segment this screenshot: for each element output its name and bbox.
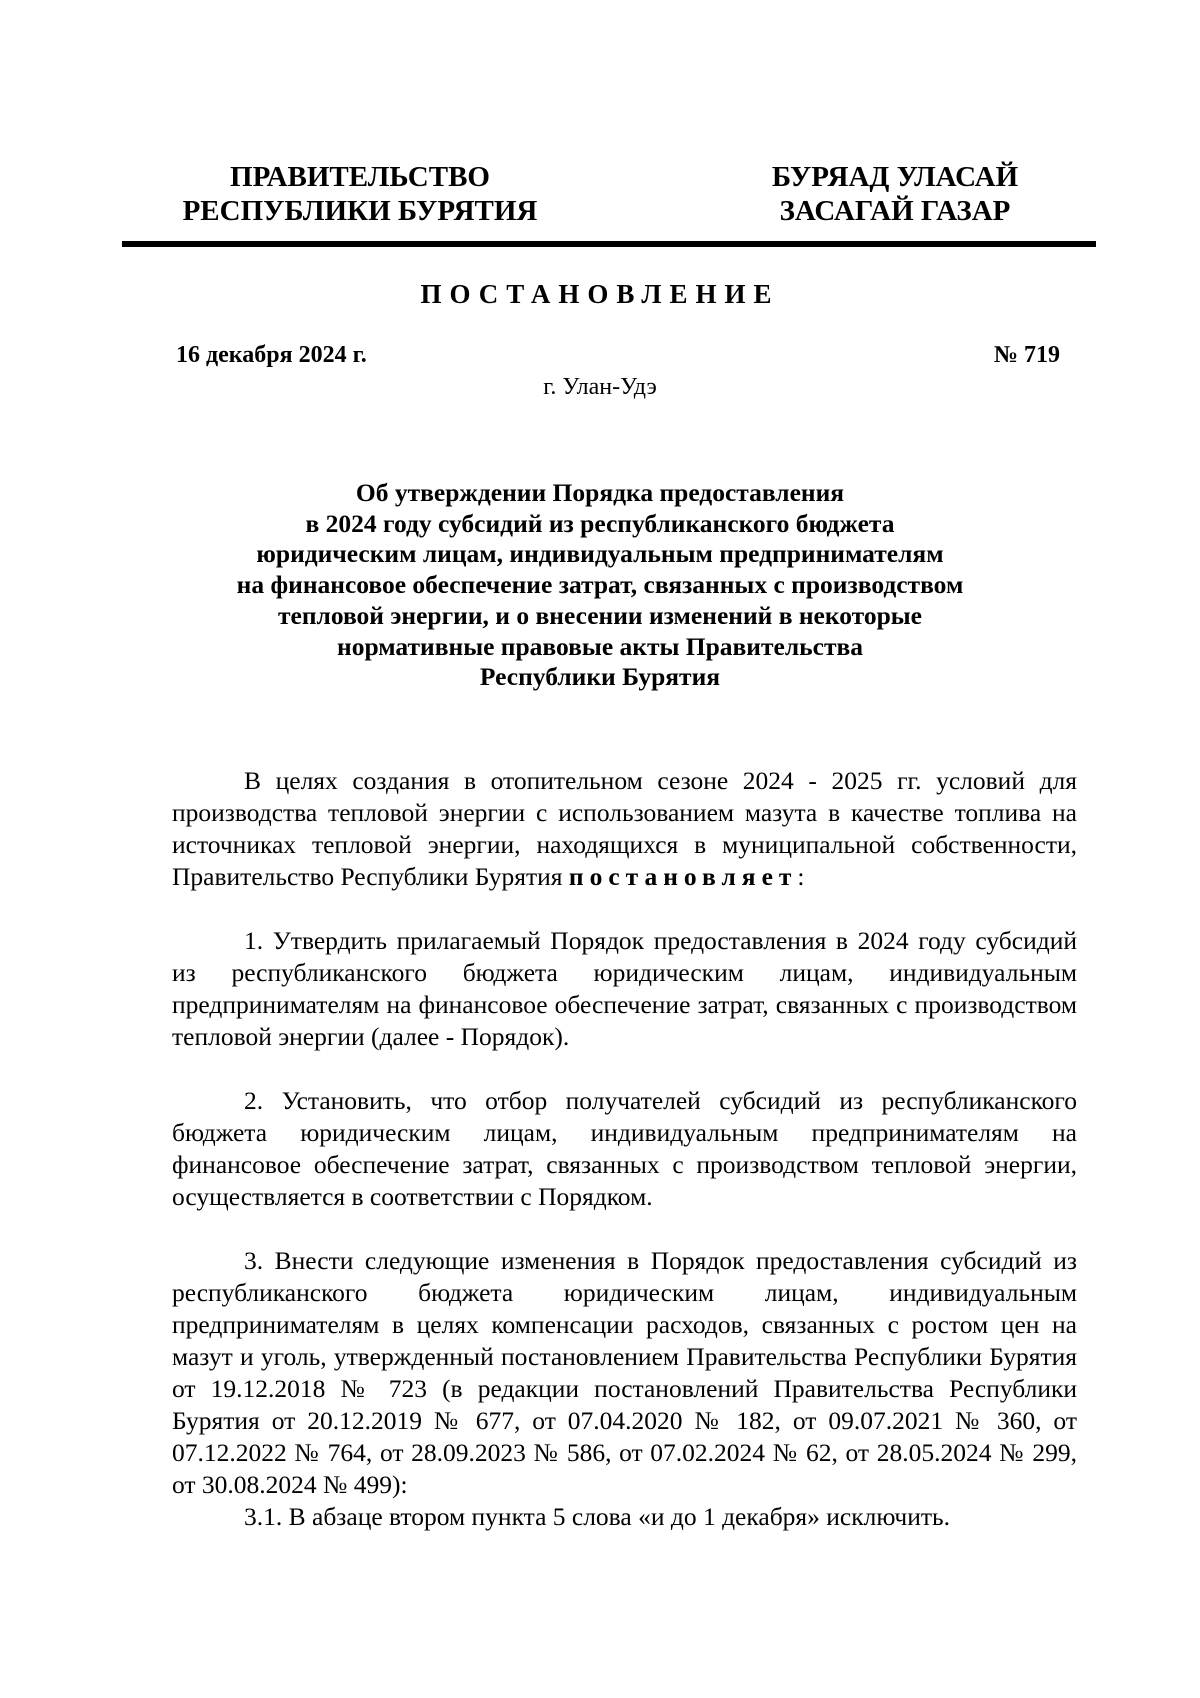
- issuer-russian-line1: ПРАВИТЕЛЬСТВО: [230, 161, 490, 193]
- paragraph-gap: [172, 893, 1077, 925]
- preamble-suffix: :: [797, 862, 805, 891]
- issuer-buryat-line1: БУРЯАД УЛАСАЙ: [771, 161, 1019, 193]
- issuer-russian: [180, 160, 540, 228]
- header-divider: [122, 241, 1096, 247]
- document-date: 16 декабря 2024 г.: [176, 342, 367, 368]
- title-line: тепловой энергии, и о внесении изменений в некоторые: [278, 600, 922, 630]
- item-3: 3. Внести следующие изменения в Порядок предоставления субсидий из республиканского бюджета юридическим лицам, индивидуальным предпринимателям в целях компенсации расходов, связанных с ростом цен на мазут и уголь, утвержденный постановлением Правительства Республики Бурятия от 19.12.2018 № 723 (в редакции постановлений Правительства Республики Бурятия от 20.12.2019 № 677, от 07.04.2020 № 182, от 09.07.2021 № 360, от 07.12.2022 № 764, от 28.09.2023 № 586, от 07.02.2024 № 62, от 28.05.2024 № 299, от 30.08.2024 № 499):: [172, 1246, 1077, 1499]
- document-number: № 719: [993, 342, 1060, 368]
- preamble-text: В целях создания в отопительном сезоне 2024 - 2025 гг. условий для производства тепловой энергии с использованием мазута в качестве топлива на источниках тепловой энергии, находящихся в муниципальной собственности, Правительство Республики Бурятия: [172, 766, 1077, 891]
- document-type: ПОСТАНОВЛЕНИЕ: [420, 279, 780, 309]
- document-body: [172, 765, 1077, 1533]
- item-3-1: 3.1. В абзаце втором пункта 5 слова «и до 1 декабря» исключить.: [244, 1502, 951, 1531]
- preamble-paragraph: [172, 765, 1077, 893]
- item-2: 2. Установить, что отбор получателей субсидий из республиканского бюджета юридическим лицам, индивидуальным предпринимателям на финансовое обеспечение затрат, связанных с производством тепловой энергии, осуществляется в соответствии с Порядком.: [172, 1086, 1077, 1211]
- title-line: в 2024 году субсидий из республиканского бюджета: [305, 508, 895, 538]
- issuer-buryat-line2: ЗАСАГАЙ ГАЗАР: [779, 195, 1011, 227]
- issuer-buryat: [735, 160, 1055, 228]
- title-line: Об утверждении Порядка предоставления: [355, 478, 845, 507]
- decree-word: постановляет: [568, 862, 798, 891]
- item-1: 1. Утвердить прилагаемый Порядок предоставления в 2024 году субсидий из республиканского бюджета юридическим лицам, индивидуальным предпринимателям на финансовое обеспечение затрат, связанных с производством тепловой энергии (далее - Порядок).: [172, 926, 1077, 1051]
- title-line: нормативные правовые акты Правительства: [337, 631, 863, 661]
- title-line: Республики Бурятия: [479, 662, 721, 692]
- title-line: юридическим лицам, индивидуальным предпринимателям: [256, 539, 944, 569]
- document-city: г. Улан-Удэ: [543, 374, 657, 400]
- issuer-russian-line2: РЕСПУБЛИКИ БУРЯТИЯ: [182, 195, 538, 227]
- paragraph-gap: [172, 1213, 1077, 1245]
- title-line: на финансовое обеспечение затрат, связанных с производством: [236, 570, 964, 600]
- document-title: [160, 478, 1040, 693]
- paragraph-gap: [172, 1053, 1077, 1085]
- document-header: [0, 160, 1200, 240]
